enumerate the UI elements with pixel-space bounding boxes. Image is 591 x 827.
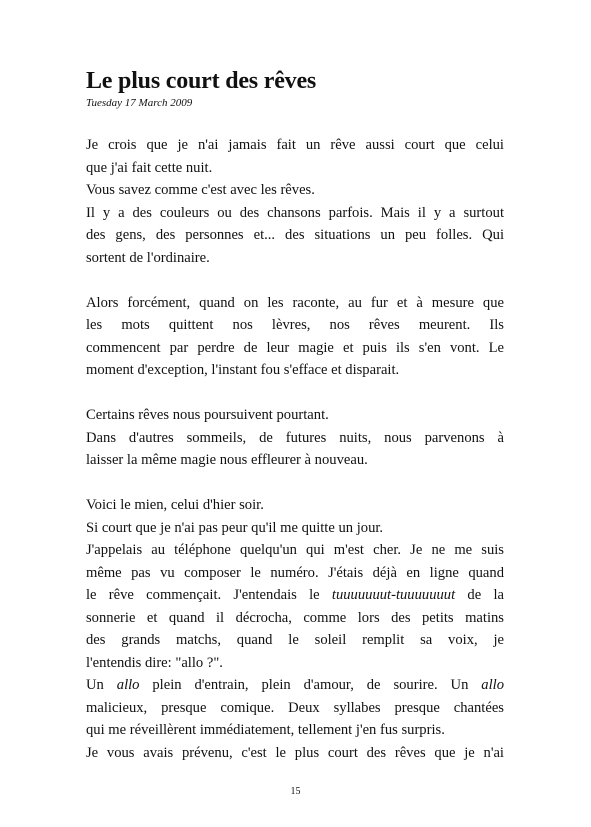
- text-segment: Un: [86, 677, 117, 693]
- page-number: 15: [290, 786, 301, 797]
- text-line: qui me réveillèrent immédiatement, tellement j'en fus surpris.: [86, 722, 445, 738]
- text-line: Je vous avais prévenu, c'est le plus court des rêves que je n'ai: [86, 744, 504, 761]
- text-line: l'entendis dire: "allo ?".: [86, 654, 223, 671]
- text-line: sonnerie et quand il décrocha, comme lors des petits matins: [86, 609, 504, 626]
- text-line: J'appelais au téléphone quelqu'un qui m'est cher. Je ne me suis: [86, 542, 504, 558]
- paragraph-gap: [86, 472, 504, 495]
- italic-word: allo: [116, 677, 140, 693]
- text-line: Je crois que je n'ai jamais fait un rêve aussi court que celui: [86, 137, 504, 153]
- text-segment: plein d'entrain, plein d'amour, de sourire. Un: [139, 677, 482, 693]
- text-line: laisser la même magie nous effleurer à nouveau.: [86, 452, 368, 468]
- post-date: Tuesday 17 March 2009: [86, 97, 193, 109]
- text-line: des gens, des personnes et... des situations un peu folles. Qui: [86, 227, 504, 243]
- text-line: [86, 674, 504, 697]
- text-line: sortent de l'ordinaire.: [86, 249, 210, 266]
- italic-word: tuuuuuuut-tuuuuuuut: [331, 587, 456, 603]
- paragraph-gap: [86, 382, 504, 405]
- text-line: Voici le mien, celui d'hier soir.: [86, 497, 264, 513]
- text-segment: le rêve commençait. J'entendais le: [86, 587, 332, 603]
- text-line: Alors forcément, quand on les raconte, au fur et à mesure que: [86, 294, 504, 311]
- text-segment: de la: [455, 587, 504, 603]
- text-line: même pas vu composer le numéro. J'étais déjà en ligne quand: [86, 564, 504, 581]
- page-title: Le plus court des rêves: [86, 68, 317, 94]
- text-line: les mots quittent nos lèvres, nos rêves meurent. Ils: [86, 317, 504, 333]
- body-text: [86, 134, 504, 764]
- text-line: [86, 584, 504, 607]
- text-line: Vous savez comme c'est avec les rêves.: [86, 182, 315, 198]
- text-line: commencent par perdre de leur magie et puis ils s'en vont. Le: [86, 339, 504, 356]
- text-line: moment d'exception, l'instant fou s'efface et disparait.: [86, 362, 400, 378]
- paragraph-gap: [86, 269, 504, 292]
- text-line: Il y a des couleurs ou des chansons parfois. Mais il y a surtout: [86, 204, 504, 221]
- text-line: malicieux, presque comique. Deux syllabes presque chantées: [86, 699, 504, 716]
- italic-word: allo: [481, 677, 504, 693]
- text-line: des grands matchs, quand le soleil remplit sa voix, je: [86, 632, 504, 648]
- text-line: Dans d'autres sommeils, de futures nuits, nous parvenons à: [86, 429, 504, 446]
- text-line: Si court que je n'ai pas peur qu'il me quitte un jour.: [86, 519, 384, 536]
- text-line: que j'ai fait cette nuit.: [86, 159, 213, 176]
- text-line: Certains rêves nous poursuivent pourtant.: [86, 407, 329, 423]
